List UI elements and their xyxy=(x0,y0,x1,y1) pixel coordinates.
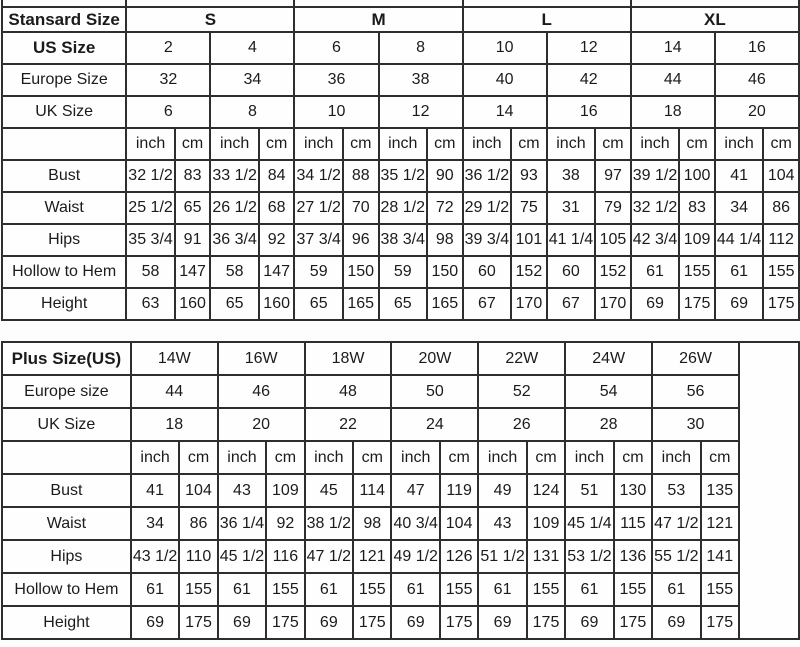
value-cell: 22W xyxy=(478,342,565,375)
value-cell: 83 xyxy=(175,160,211,192)
value-cell: 175 xyxy=(527,606,565,639)
value-cell: 105 xyxy=(595,224,631,256)
empty-cell xyxy=(739,342,799,639)
value-cell: 155 xyxy=(527,573,565,606)
value-cell: 16W xyxy=(218,342,305,375)
table-row xyxy=(2,288,799,320)
value-cell: 26 1/2 xyxy=(210,192,258,224)
value-cell: 155 xyxy=(440,573,478,606)
value-cell: 34 xyxy=(131,507,179,540)
cropped-cell xyxy=(294,0,462,7)
value-cell: 42 3/4 xyxy=(631,224,679,256)
value-cell: 36 xyxy=(294,64,378,96)
value-cell: cm xyxy=(427,128,463,160)
value-cell: 47 xyxy=(391,474,439,507)
value-cell: 46 xyxy=(218,375,305,408)
value-cell: cm xyxy=(763,128,799,160)
row-label: Height xyxy=(2,288,126,320)
value-cell: inch xyxy=(565,441,613,474)
table-row xyxy=(2,441,799,474)
value-cell: 28 xyxy=(565,408,652,441)
value-cell: 155 xyxy=(353,573,391,606)
value-cell: 16 xyxy=(715,32,799,64)
value-cell: inch xyxy=(210,128,258,160)
value-cell: 26W xyxy=(652,342,739,375)
header-cell: US Size xyxy=(2,32,126,64)
value-cell: inch xyxy=(652,441,700,474)
value-cell: 45 1/4 xyxy=(565,507,613,540)
value-cell: 27 1/2 xyxy=(294,192,342,224)
value-cell: 46 xyxy=(715,64,799,96)
value-cell: 175 xyxy=(179,606,217,639)
value-cell: 43 xyxy=(218,474,266,507)
value-cell: 59 xyxy=(294,256,342,288)
value-cell: 109 xyxy=(527,507,565,540)
value-cell: 136 xyxy=(614,540,652,573)
value-cell: 18W xyxy=(305,342,392,375)
value-cell: 38 3/4 xyxy=(379,224,427,256)
value-cell: 69 xyxy=(305,606,353,639)
table-row xyxy=(2,256,799,288)
table-row xyxy=(2,32,799,64)
value-cell: 175 xyxy=(679,288,715,320)
value-cell: 147 xyxy=(259,256,295,288)
value-cell: 25 1/2 xyxy=(126,192,174,224)
value-cell: 34 xyxy=(715,192,763,224)
value-cell: 69 xyxy=(131,606,179,639)
value-cell: 32 1/2 xyxy=(126,160,174,192)
value-cell: 38 xyxy=(547,160,595,192)
row-label: UK Size xyxy=(2,408,131,441)
cropped-cell xyxy=(463,0,631,7)
table-row xyxy=(2,375,799,408)
value-cell: 96 xyxy=(343,224,379,256)
value-cell: 10 xyxy=(294,96,378,128)
row-label: Bust xyxy=(2,160,126,192)
value-cell: 56 xyxy=(652,375,739,408)
table-row xyxy=(2,128,799,160)
value-cell: 119 xyxy=(440,474,478,507)
value-cell: 34 1/2 xyxy=(294,160,342,192)
value-cell: cm xyxy=(614,441,652,474)
row-label: Europe Size xyxy=(2,64,126,96)
value-cell: inch xyxy=(547,128,595,160)
table-row xyxy=(2,507,799,540)
value-cell: 24 xyxy=(391,408,478,441)
value-cell: 155 xyxy=(679,256,715,288)
value-cell: 135 xyxy=(701,474,739,507)
value-cell: 48 xyxy=(305,375,392,408)
value-cell: 69 xyxy=(478,606,526,639)
value-cell: cm xyxy=(259,128,295,160)
value-cell: 175 xyxy=(614,606,652,639)
value-cell: 61 xyxy=(478,573,526,606)
value-cell: cm xyxy=(511,128,547,160)
value-cell: 61 xyxy=(391,573,439,606)
header-cell: S xyxy=(126,7,294,32)
value-cell: 109 xyxy=(266,474,304,507)
value-cell: 53 1/2 xyxy=(565,540,613,573)
value-cell: 70 xyxy=(343,192,379,224)
value-cell: 175 xyxy=(266,606,304,639)
value-cell: inch xyxy=(715,128,763,160)
value-cell: 39 3/4 xyxy=(463,224,511,256)
value-cell: 43 1/2 xyxy=(131,540,179,573)
value-cell: 36 3/4 xyxy=(210,224,258,256)
value-cell: 2 xyxy=(126,32,210,64)
value-cell: 175 xyxy=(353,606,391,639)
value-cell: 109 xyxy=(679,224,715,256)
value-cell: 155 xyxy=(701,573,739,606)
value-cell: 121 xyxy=(353,540,391,573)
row-label: Hips xyxy=(2,540,131,573)
header-cell: M xyxy=(294,7,462,32)
value-cell: inch xyxy=(218,441,266,474)
value-cell: inch xyxy=(391,441,439,474)
value-cell: 75 xyxy=(511,192,547,224)
value-cell: 16 xyxy=(547,96,631,128)
value-cell: 8 xyxy=(210,96,294,128)
value-cell: 36 1/2 xyxy=(463,160,511,192)
value-cell: 92 xyxy=(259,224,295,256)
value-cell: 35 3/4 xyxy=(126,224,174,256)
value-cell: 69 xyxy=(218,606,266,639)
value-cell: 72 xyxy=(427,192,463,224)
value-cell: 155 xyxy=(614,573,652,606)
row-label: Height xyxy=(2,606,131,639)
value-cell: 104 xyxy=(763,160,799,192)
value-cell: 126 xyxy=(440,540,478,573)
value-cell: 44 xyxy=(131,375,218,408)
value-cell: 54 xyxy=(565,375,652,408)
value-cell: cm xyxy=(679,128,715,160)
value-cell: 63 xyxy=(126,288,174,320)
value-cell: 43 xyxy=(478,507,526,540)
value-cell: 32 1/2 xyxy=(631,192,679,224)
value-cell: 115 xyxy=(614,507,652,540)
value-cell: 100 xyxy=(679,160,715,192)
value-cell: 4 xyxy=(210,32,294,64)
value-cell: 65 xyxy=(379,288,427,320)
value-cell: 50 xyxy=(391,375,478,408)
value-cell: 69 xyxy=(652,606,700,639)
value-cell: 40 xyxy=(463,64,547,96)
value-cell: inch xyxy=(379,128,427,160)
value-cell: 61 xyxy=(652,573,700,606)
value-cell: 116 xyxy=(266,540,304,573)
table-row xyxy=(2,64,799,96)
value-cell: 18 xyxy=(131,408,218,441)
value-cell: 69 xyxy=(565,606,613,639)
corner-cell xyxy=(2,441,131,474)
value-cell: 53 xyxy=(652,474,700,507)
table-row xyxy=(2,540,799,573)
value-cell: 59 xyxy=(379,256,427,288)
value-cell: 92 xyxy=(266,507,304,540)
value-cell: 41 xyxy=(715,160,763,192)
value-cell: 58 xyxy=(126,256,174,288)
cropped-cell xyxy=(631,0,799,7)
value-cell: 61 xyxy=(631,256,679,288)
value-cell: cm xyxy=(343,128,379,160)
value-cell: 6 xyxy=(126,96,210,128)
value-cell: 165 xyxy=(427,288,463,320)
value-cell: 30 xyxy=(652,408,739,441)
value-cell: inch xyxy=(294,128,342,160)
value-cell: 22 xyxy=(305,408,392,441)
value-cell: 44 1/4 xyxy=(715,224,763,256)
table-row xyxy=(2,160,799,192)
value-cell: cm xyxy=(179,441,217,474)
value-cell: 29 1/2 xyxy=(463,192,511,224)
value-cell: 26 xyxy=(478,408,565,441)
value-cell: 37 3/4 xyxy=(294,224,342,256)
value-cell: cm xyxy=(595,128,631,160)
value-cell: 86 xyxy=(763,192,799,224)
value-cell: 39 1/2 xyxy=(631,160,679,192)
value-cell: 45 xyxy=(305,474,353,507)
value-cell: 147 xyxy=(175,256,211,288)
value-cell: 33 1/2 xyxy=(210,160,258,192)
value-cell: 131 xyxy=(527,540,565,573)
value-cell: 47 1/2 xyxy=(305,540,353,573)
value-cell: cm xyxy=(701,441,739,474)
value-cell: 141 xyxy=(701,540,739,573)
row-label: Hips xyxy=(2,224,126,256)
value-cell: 84 xyxy=(259,160,295,192)
value-cell: 93 xyxy=(511,160,547,192)
value-cell: 49 xyxy=(478,474,526,507)
value-cell: 67 xyxy=(463,288,511,320)
value-cell: 83 xyxy=(679,192,715,224)
value-cell: 14W xyxy=(131,342,218,375)
value-cell: 8 xyxy=(379,32,463,64)
value-cell: 61 xyxy=(218,573,266,606)
cropped-cell xyxy=(126,0,294,7)
value-cell: 24W xyxy=(565,342,652,375)
value-cell: 60 xyxy=(463,256,511,288)
value-cell: 69 xyxy=(391,606,439,639)
cropped-cell xyxy=(2,0,126,7)
value-cell: 40 3/4 xyxy=(391,507,439,540)
value-cell: 14 xyxy=(631,32,715,64)
value-cell: 175 xyxy=(701,606,739,639)
value-cell: 165 xyxy=(343,288,379,320)
value-cell: 124 xyxy=(527,474,565,507)
cropped-top-row xyxy=(2,0,799,7)
value-cell: 101 xyxy=(511,224,547,256)
value-cell: 38 1/2 xyxy=(305,507,353,540)
value-cell: 44 xyxy=(631,64,715,96)
value-cell: 52 xyxy=(478,375,565,408)
value-cell: 175 xyxy=(440,606,478,639)
value-cell: cm xyxy=(527,441,565,474)
value-cell: 88 xyxy=(343,160,379,192)
value-cell: 152 xyxy=(511,256,547,288)
value-cell: 51 1/2 xyxy=(478,540,526,573)
value-cell: inch xyxy=(131,441,179,474)
value-cell: 35 1/2 xyxy=(379,160,427,192)
value-cell: 97 xyxy=(595,160,631,192)
value-cell: 12 xyxy=(547,32,631,64)
value-cell: 18 xyxy=(631,96,715,128)
value-cell: 170 xyxy=(595,288,631,320)
value-cell: 61 xyxy=(305,573,353,606)
value-cell: 69 xyxy=(631,288,679,320)
row-label: Waist xyxy=(2,507,131,540)
value-cell: 20W xyxy=(391,342,478,375)
row-label: Europe size xyxy=(2,375,131,408)
value-cell: 14 xyxy=(463,96,547,128)
value-cell: 121 xyxy=(701,507,739,540)
value-cell: 91 xyxy=(175,224,211,256)
value-cell: 65 xyxy=(294,288,342,320)
value-cell: 155 xyxy=(763,256,799,288)
value-cell: cm xyxy=(440,441,478,474)
value-cell: 12 xyxy=(379,96,463,128)
value-cell: 155 xyxy=(266,573,304,606)
value-cell: cm xyxy=(175,128,211,160)
value-cell: 68 xyxy=(259,192,295,224)
value-cell: 32 xyxy=(126,64,210,96)
value-cell: 160 xyxy=(259,288,295,320)
table-row xyxy=(2,192,799,224)
row-label: Waist xyxy=(2,192,126,224)
value-cell: 65 xyxy=(175,192,211,224)
value-cell: 152 xyxy=(595,256,631,288)
header-cell: XL xyxy=(631,7,799,32)
value-cell: 41 xyxy=(131,474,179,507)
corner-cell xyxy=(2,128,126,160)
value-cell: 90 xyxy=(427,160,463,192)
value-cell: 60 xyxy=(547,256,595,288)
value-cell: 86 xyxy=(179,507,217,540)
value-cell: 20 xyxy=(715,96,799,128)
table-row xyxy=(2,606,799,639)
value-cell: 79 xyxy=(595,192,631,224)
table-row xyxy=(2,408,799,441)
value-cell: 175 xyxy=(763,288,799,320)
plus-size-table xyxy=(1,341,800,640)
value-cell: inch xyxy=(478,441,526,474)
value-cell: 69 xyxy=(715,288,763,320)
value-cell: 150 xyxy=(343,256,379,288)
value-cell: 38 xyxy=(379,64,463,96)
value-cell: 28 1/2 xyxy=(379,192,427,224)
value-cell: 170 xyxy=(511,288,547,320)
value-cell: 58 xyxy=(210,256,258,288)
value-cell: 98 xyxy=(353,507,391,540)
value-cell: 41 1/4 xyxy=(547,224,595,256)
value-cell: 6 xyxy=(294,32,378,64)
value-cell: 160 xyxy=(175,288,211,320)
value-cell: 104 xyxy=(179,474,217,507)
value-cell: 10 xyxy=(463,32,547,64)
value-cell: 61 xyxy=(131,573,179,606)
value-cell: 98 xyxy=(427,224,463,256)
value-cell: inch xyxy=(126,128,174,160)
row-label: Hollow to Hem xyxy=(2,256,126,288)
value-cell: 55 1/2 xyxy=(652,540,700,573)
value-cell: 36 1/4 xyxy=(218,507,266,540)
table-row xyxy=(2,573,799,606)
value-cell: 67 xyxy=(547,288,595,320)
header-cell: Plus Size(US) xyxy=(2,342,131,375)
value-cell: inch xyxy=(463,128,511,160)
value-cell: cm xyxy=(266,441,304,474)
value-cell: 20 xyxy=(218,408,305,441)
value-cell: cm xyxy=(353,441,391,474)
row-label: Bust xyxy=(2,474,131,507)
value-cell: 150 xyxy=(427,256,463,288)
value-cell: 104 xyxy=(440,507,478,540)
value-cell: 61 xyxy=(565,573,613,606)
value-cell: 42 xyxy=(547,64,631,96)
value-cell: inch xyxy=(305,441,353,474)
value-cell: 45 1/2 xyxy=(218,540,266,573)
value-cell: 112 xyxy=(763,224,799,256)
table-row xyxy=(2,224,799,256)
value-cell: 49 1/2 xyxy=(391,540,439,573)
standard-size-table xyxy=(1,0,800,321)
value-cell: 61 xyxy=(715,256,763,288)
value-cell: 47 1/2 xyxy=(652,507,700,540)
value-cell: 130 xyxy=(614,474,652,507)
value-cell: 110 xyxy=(179,540,217,573)
value-cell: 65 xyxy=(210,288,258,320)
value-cell: inch xyxy=(631,128,679,160)
header-cell: Stansard Size xyxy=(2,7,126,32)
table-row xyxy=(2,96,799,128)
table-row xyxy=(2,474,799,507)
value-cell: 51 xyxy=(565,474,613,507)
table-row xyxy=(2,7,799,32)
value-cell: 31 xyxy=(547,192,595,224)
row-label: UK Size xyxy=(2,96,126,128)
value-cell: 34 xyxy=(210,64,294,96)
header-cell: L xyxy=(463,7,631,32)
table-row xyxy=(2,342,799,375)
value-cell: 155 xyxy=(179,573,217,606)
row-label: Hollow to Hem xyxy=(2,573,131,606)
value-cell: 114 xyxy=(353,474,391,507)
